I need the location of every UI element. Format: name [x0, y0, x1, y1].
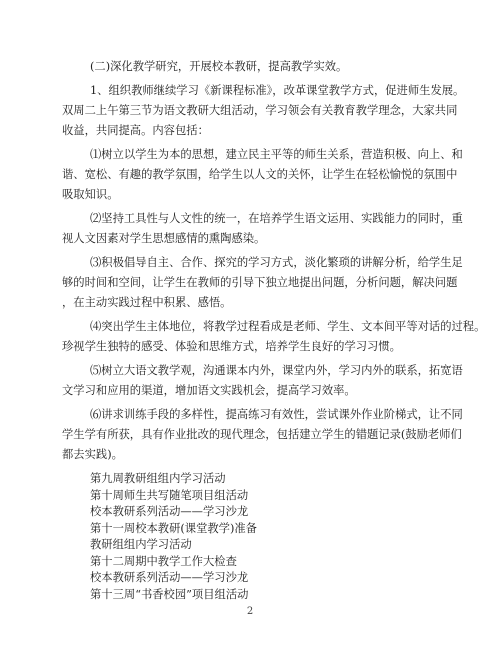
schedule-item: 第十一周校本教研(课堂教学)准备	[90, 521, 257, 535]
paragraph-7-line-3: 都去实践)。	[62, 448, 123, 461]
schedule-item: 第十二周期中教学工作大检查	[90, 554, 237, 568]
paragraph-1-line-2: 双周二上午第三节为语文教研大组活动，学习领会有关教育教学理念，大家共同	[62, 104, 458, 117]
paragraph-7-line-1: ⑹讲求训练手段的多样性，提高练习有效性，尝试课外作业阶梯式，让不同	[90, 408, 463, 421]
paragraph-4-line-1: ⑶积极倡导自主、合作、探究的学习方式，淡化繁琐的讲解分析，给学生足	[90, 256, 463, 269]
schedule-item: 第九周教研组组内学习活动	[90, 472, 226, 485]
paragraph-5-line-2: 珍视学生独特的感受、体验和思维方式，培养学生良好的学习习惯。	[62, 340, 401, 353]
paragraph-3-line-1: ⑵坚持工具性与人文性的统一，在培养学生语文运用、实践能力的同时，重	[90, 212, 463, 225]
schedule-item: 第十三周“书香校园”项目组活动	[90, 587, 249, 601]
page-number: 2	[246, 606, 254, 617]
schedule-item: 教研组组内学习活动	[90, 538, 192, 551]
paragraph-2-line-3: 吸取知识。	[62, 188, 119, 201]
paragraph-4-line-2: 够的时间和空间，让学生在教师的引导下独立地提出问题，分析问题，解决问题	[62, 276, 458, 289]
schedule-item: 校本教研系列活动——学习沙龙	[90, 571, 249, 584]
section-heading: (二)深化教学研究，开展校本教研，提高教学实效。	[90, 60, 348, 73]
paragraph-2-line-1: ⑴树立以学生为本的思想，建立民主平等的师生关系，营造积极、向上、和	[90, 148, 463, 161]
paragraph-7-line-2: 学生学有所获，具有作业批改的现代理念，包括建立学生的错题记录(鼓励老师们	[62, 428, 462, 441]
paragraph-4-line-3: ，在主动实践过程中积累、感悟。	[62, 296, 232, 309]
paragraph-5-line-1: ⑷突出学生主体地位，将教学过程看成是老师、学生、文本间平等对话的过程。	[90, 320, 486, 333]
paragraph-2-line-2: 谐、宽松、有趣的教学氛围，给学生以人文的关怀，让学生在轻松愉悦的氛围中	[62, 168, 458, 181]
paragraph-6-line-2: 文学习和应用的渠道，增加语文实践机会，提高学习效率。	[62, 384, 356, 397]
paragraph-3-line-2: 视人文因素对学生思想感情的熏陶感染。	[62, 232, 266, 245]
paragraph-1-line-3: 收益，共同提高。内容包括：	[62, 124, 209, 137]
paragraph-6-line-1: ⑸树立大语文教学观，沟通课本内外，课堂内外，学习内外的联系，拓宽语	[90, 364, 463, 377]
schedule-item: 校本教研系列活动——学习沙龙	[90, 505, 249, 518]
schedule-item: 第十周师生共写随笔项目组活动	[90, 488, 249, 502]
paragraph-1-line-1: 1、组织教师继续学习《新课程标准》，改革课堂教学方式，促进师生发展。	[90, 84, 465, 97]
